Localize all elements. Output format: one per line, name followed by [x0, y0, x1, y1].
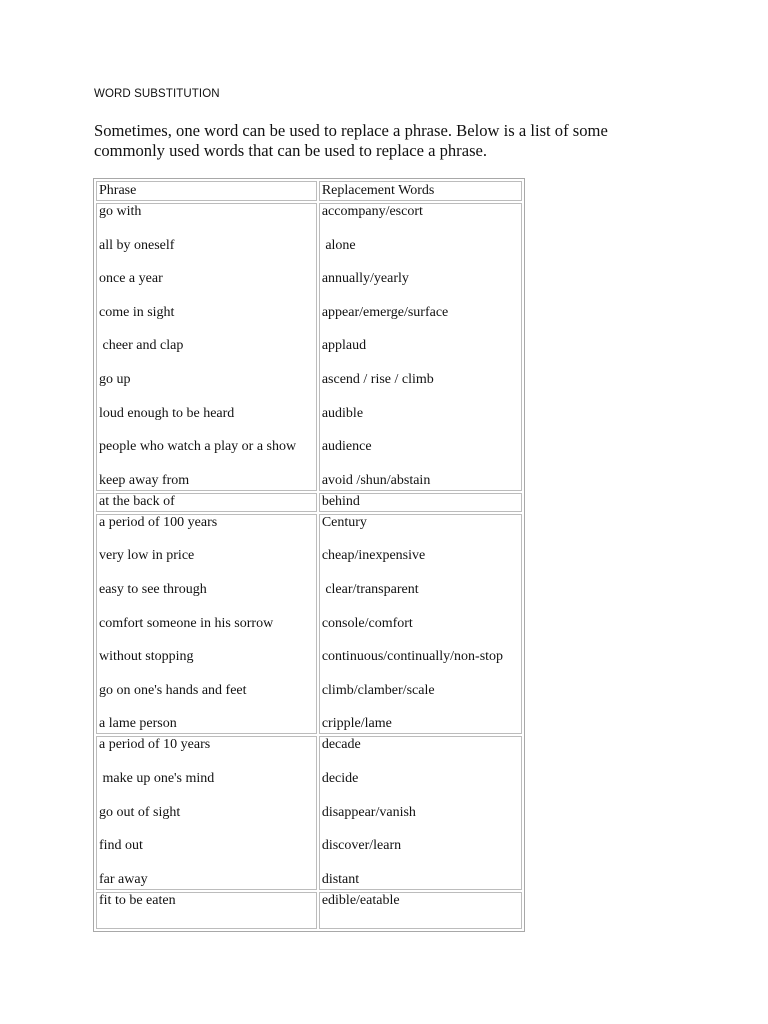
phrase-cell	[96, 514, 317, 735]
replacement-line: discover/learn	[321, 838, 402, 854]
phrase-line: loud enough to be heard	[99, 405, 235, 421]
replacement-line: console/comfort	[321, 615, 413, 631]
phrase-line: far away	[99, 871, 148, 887]
phrase-line: all by oneself	[99, 237, 175, 253]
replacement-line: ascend / rise / climb	[321, 371, 434, 387]
phrase-line: a period of 100 years	[99, 514, 218, 530]
phrase-line: cheer and clap	[99, 338, 184, 354]
phrase-line: a period of 10 years	[99, 737, 211, 753]
replacement-line: applaud	[321, 338, 367, 354]
phrase-line: once a year	[99, 271, 163, 287]
table-row	[96, 493, 522, 512]
replacement-line: clear/transparent	[321, 581, 419, 597]
document-heading: WORD SUBSTITUTION	[94, 88, 220, 100]
table-row	[96, 514, 522, 735]
table-row	[96, 892, 522, 929]
column-header-phrase: Phrase	[96, 181, 317, 201]
phrase-line: go out of sight	[99, 804, 181, 820]
replacement-cell	[319, 203, 522, 491]
replacement-line: edible/eatable	[321, 892, 400, 908]
phrase-cell	[96, 493, 317, 512]
phrase-line: find out	[99, 838, 143, 854]
replacement-line: continuous/continually/non-stop	[321, 649, 504, 665]
phrase-line: keep away from	[99, 472, 190, 488]
replacement-line: decade	[321, 737, 361, 753]
replacement-line: Century	[321, 514, 367, 530]
replacement-line: appear/emerge/surface	[321, 304, 449, 320]
replacement-cell	[319, 736, 522, 889]
replacement-line: disappear/vanish	[321, 804, 416, 820]
phrase-cell	[96, 736, 317, 889]
intro-paragraph: Sometimes, one word can be used to replace a phrase. Below is a list of some commonly used words that can be used to replace a phrase.	[94, 121, 608, 160]
replacement-cell	[319, 892, 522, 929]
phrase-line: easy to see through	[99, 581, 207, 597]
replacement-line: cheap/inexpensive	[321, 548, 426, 564]
phrase-cell	[96, 892, 317, 929]
table-header-row	[96, 181, 522, 201]
replacement-line: decide	[321, 770, 359, 786]
replacement-line: accompany/escort	[321, 204, 423, 219]
phrase-line: go up	[99, 371, 131, 387]
phrase-line: people who watch a play or a show	[99, 439, 297, 455]
phrase-line: come in sight	[99, 304, 175, 320]
table-row	[96, 203, 522, 491]
replacement-line: climb/clamber/scale	[321, 682, 435, 698]
replacement-line: audible	[321, 405, 364, 421]
replacement-line: distant	[321, 871, 360, 887]
phrase-line: very low in price	[99, 548, 195, 564]
phrase-line: make up one's mind	[99, 770, 215, 786]
phrase-line: comfort someone in his sorrow	[99, 615, 274, 631]
phrase-line: at the back of	[99, 493, 175, 509]
replacement-line: cripple/lame	[321, 716, 392, 732]
phrase-cell	[96, 203, 317, 491]
word-substitution-table	[93, 178, 525, 932]
replacement-cell	[319, 493, 522, 512]
phrase-line: without stopping	[99, 649, 194, 665]
replacement-line: behind	[321, 493, 360, 509]
replacement-line: avoid /shun/abstain	[321, 472, 431, 488]
replacement-line: annually/yearly	[321, 271, 409, 287]
table-row	[96, 736, 522, 889]
phrase-line: fit to be eaten	[99, 892, 176, 908]
phrase-line: go with	[99, 204, 142, 219]
phrase-line: a lame person	[99, 716, 177, 732]
column-header-replacement: Replacement Words	[319, 181, 522, 201]
replacement-line: alone	[321, 237, 356, 253]
replacement-line: audience	[321, 439, 372, 455]
replacement-cell	[319, 514, 522, 735]
phrase-line: go on one's hands and feet	[99, 682, 247, 698]
